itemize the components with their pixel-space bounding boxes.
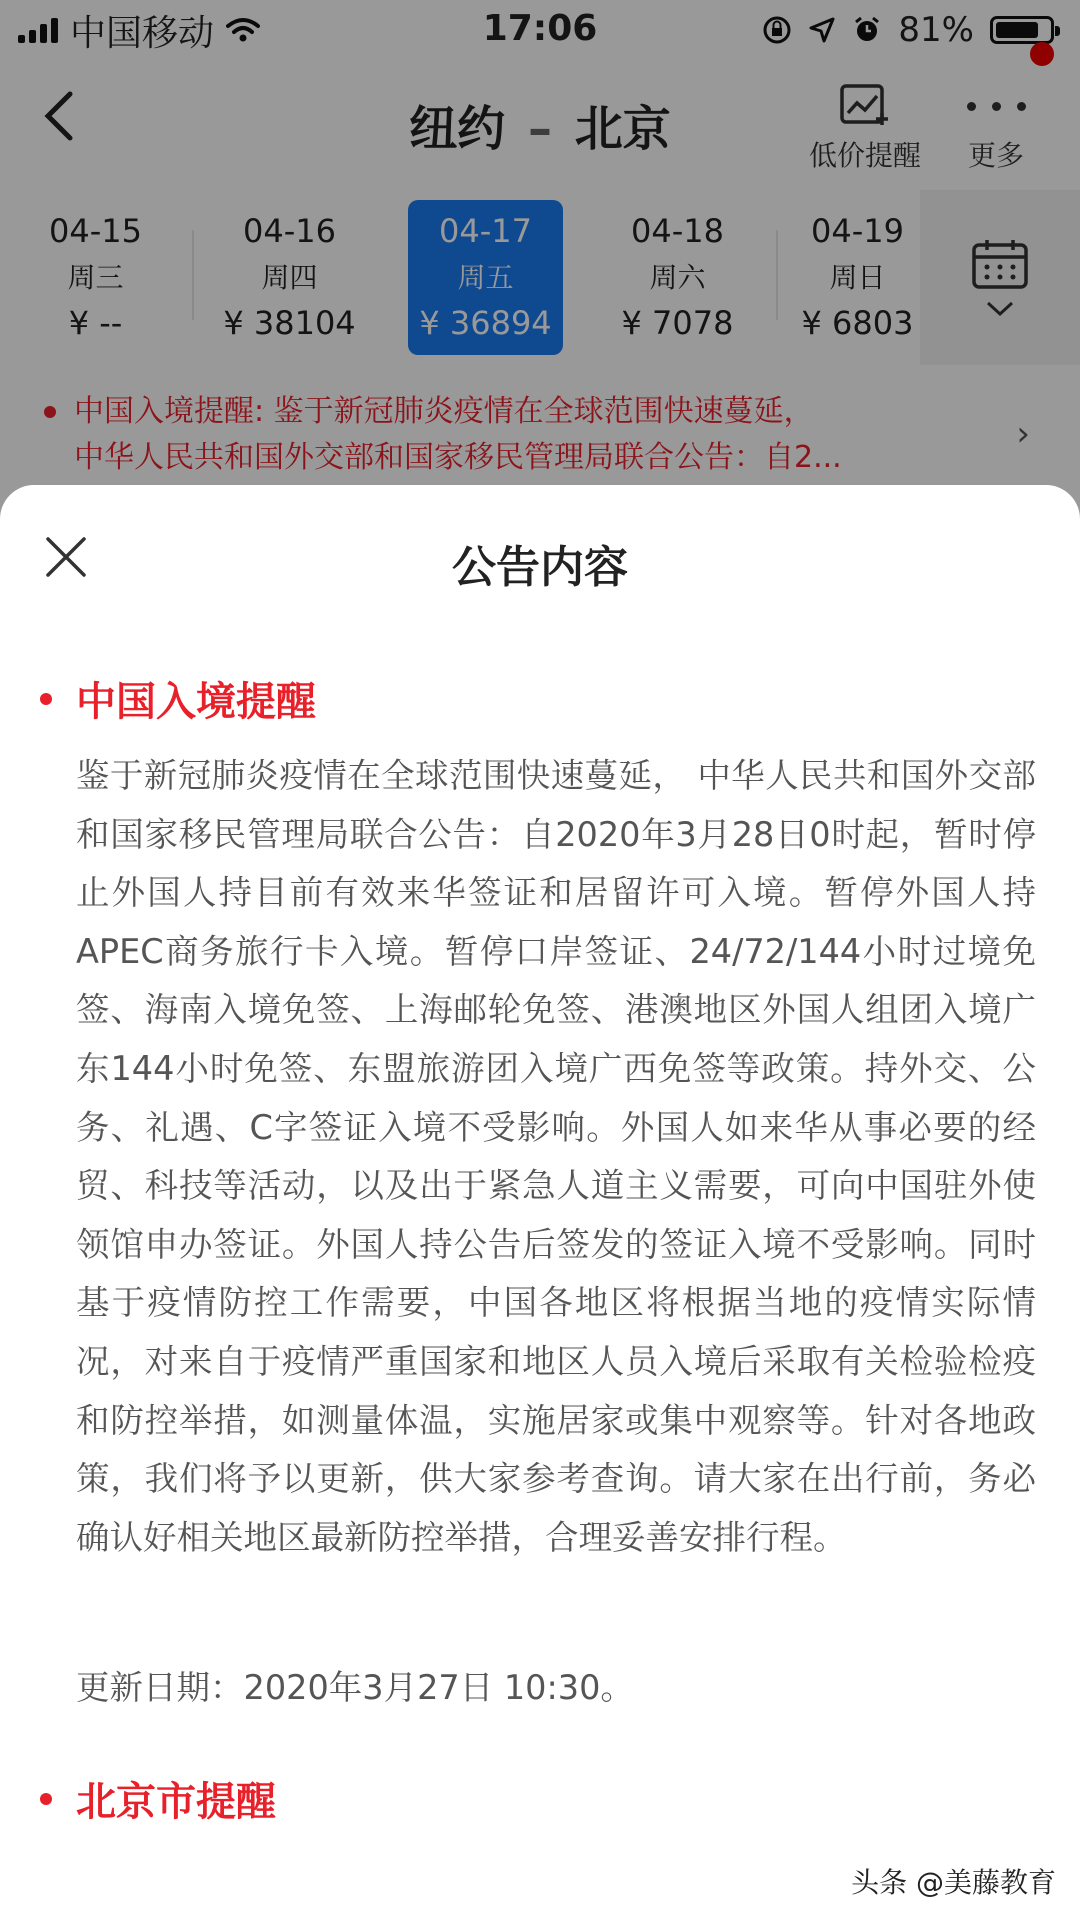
announcement-sheet [0,485,1080,1921]
price-label: ¥ 36894 [419,304,552,342]
date-label: 04-16 [243,212,336,250]
section-heading [40,670,316,727]
date-label: 04-19 [811,212,904,250]
date-label: 04-17 [439,212,532,250]
section-bullet [40,1793,52,1805]
carrier-label: 中国移动 [70,12,215,54]
section-heading [40,1770,276,1827]
notice-line-2: 中华人民共和国外交部和国家移民管理局联合公告：自2... [74,440,842,475]
section-title: 北京市提醒 [76,1779,276,1825]
announcement-body: 鉴于新冠肺炎疫情在全球范围快速蔓延， 中华人民共和国外交部和国家移民管理局联合公告：自2020年3月28日0时起，暂时停止外国人持目前有效来华签证和居留许可入境。暂停外国人持APEC商务旅行卡入境。暂停口岸签证、24/72/144小时过境免签、海南入境免签、上海邮轮免签、港澳地区外国人组团入境广东144小时免签、东盟旅游团入境广西免签等政策。持外交、公务、礼遇、C字签证入境不受影响。外国人如来华从事必要的经贸、科技等活动，以及出于紧急人道主义需要，可向中国驻外使领馆申办签证。外国人持公告后签发的签证入境不受影响。同时基于疫情防控工作需要，中国各地区将根据当地的疫情实际情况，对来自于疫情严重国家和地区人员入境后采取有关检验检疫和防控举措，如测量体温，实施居家或集中观察等。针对各地政策，我们将予以更新，供大家参考查询。请大家在出行前，务必确认好相关地区最新防控举措，合理妥善安排行程。 [76,756,1036,1557]
date-label: 04-18 [631,212,724,250]
price-label: ¥ 6803 [801,304,914,342]
section-title: 中国入境提醒 [76,679,316,725]
sheet-title: 公告内容 [452,542,628,593]
route-to: 北京 [574,101,671,157]
chevron-right-icon: › [1016,414,1030,454]
clock: 17:06 [482,8,598,49]
more-label: 更多 [967,139,1024,172]
section-bullet [40,693,52,705]
price-alert-label: 低价提醒 [808,139,921,172]
date-label: 04-15 [49,212,142,250]
update-date: 更新日期：2020年3月27日 10:30。 [76,1668,634,1707]
weekday-label: 周六 [649,261,706,294]
weekday-label: 周日 [829,261,886,294]
route-from: 纽约 [409,101,506,157]
weekday-label: 周三 [67,261,124,294]
watermark: 头条 @美藤教育 [845,1859,1062,1903]
price-label: ¥ -- [68,304,123,342]
notice-line-1: 中国入境提醒: 鉴于新冠肺炎疫情在全球范围快速蔓延， [74,394,814,429]
price-label: ¥ 38104 [223,304,356,342]
weekday-label: 周五 [457,261,514,294]
price-label: ¥ 7078 [621,304,734,342]
weekday-label: 周四 [261,261,318,294]
battery-percent: 81% [898,10,974,50]
route-separator: – [528,101,552,157]
